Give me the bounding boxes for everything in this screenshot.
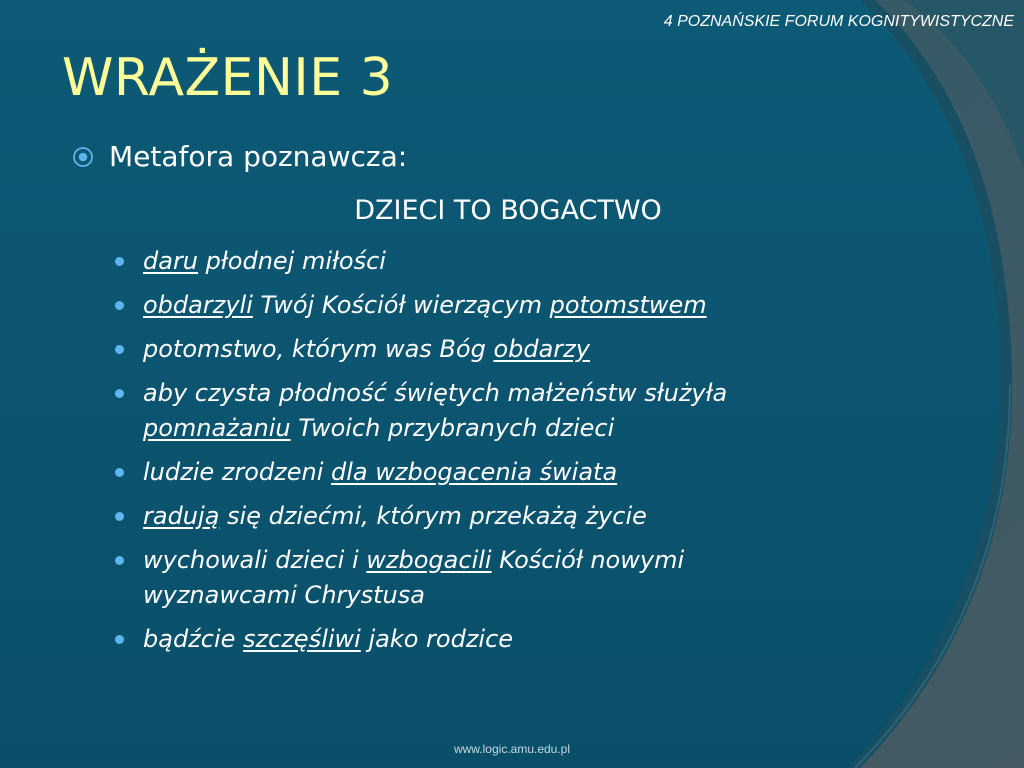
bullet-text: Twój Kościół wierzącym — [252, 291, 550, 319]
level1-bullet — [72, 140, 407, 173]
underlined-keyword: potomstwem — [549, 291, 707, 319]
bullet-list — [112, 244, 812, 666]
bullet-text: się dziećmi, którym przekażą życie — [219, 502, 647, 530]
underlined-keyword: pomnażaniu — [143, 414, 291, 442]
target-circle-icon — [72, 146, 94, 168]
bullet-dot-icon — [115, 512, 124, 521]
bullet-dot-icon — [115, 301, 124, 310]
centered-heading: DZIECI TO BOGACTWO — [354, 195, 662, 226]
bullet-dot-icon — [115, 345, 124, 354]
underlined-keyword: radują — [143, 502, 220, 530]
bullet-item — [112, 376, 812, 446]
bullet-item — [112, 288, 812, 323]
bullet-item — [112, 332, 812, 367]
bullet-item — [112, 622, 812, 657]
underlined-keyword: obdarzyli — [143, 291, 253, 319]
footer-url: www.logic.amu.edu.pl — [453, 742, 571, 756]
bullet-text: jako rodzice — [360, 625, 514, 653]
bullet-text: aby czysta płodność świętych małżeństw służyła — [143, 379, 728, 407]
underlined-keyword: daru — [143, 247, 199, 275]
bullet-dot-icon — [115, 389, 124, 398]
slide-title: WRAŻENIE 3 — [62, 48, 394, 108]
underlined-keyword: obdarzy — [493, 335, 590, 363]
bullet-item — [112, 499, 812, 534]
level1-text: Metafora poznawcza: — [109, 140, 408, 173]
bullet-dot-icon — [115, 556, 124, 565]
bullet-text: bądźcie — [143, 625, 244, 653]
underlined-keyword: szczęśliwi — [243, 625, 361, 653]
bullet-text: wychowali dzieci i — [143, 546, 367, 574]
underlined-keyword: wzbogacili — [366, 546, 492, 574]
underlined-keyword: dla wzbogacenia świata — [331, 458, 618, 486]
bullet-text: ludzie zrodzeni — [143, 458, 332, 486]
bullet-dot-icon — [115, 257, 124, 266]
bullet-text: Kościół nowymi wyznawcami Chrystusa — [143, 546, 685, 609]
bullet-text: Twoich przybranych dzieci — [290, 414, 615, 442]
bullet-dot-icon — [115, 635, 124, 644]
header-note: 4 POZNAŃSKIE FORUM KOGNITYWISTYCZNE — [663, 13, 1014, 30]
bullet-text: potomstwo, którym was Bóg — [143, 335, 494, 363]
bullet-item — [112, 543, 812, 613]
bullet-item — [112, 455, 812, 490]
bullet-dot-icon — [115, 468, 124, 477]
bullet-item — [112, 244, 812, 279]
bullet-text: płodnej miłości — [198, 247, 386, 275]
